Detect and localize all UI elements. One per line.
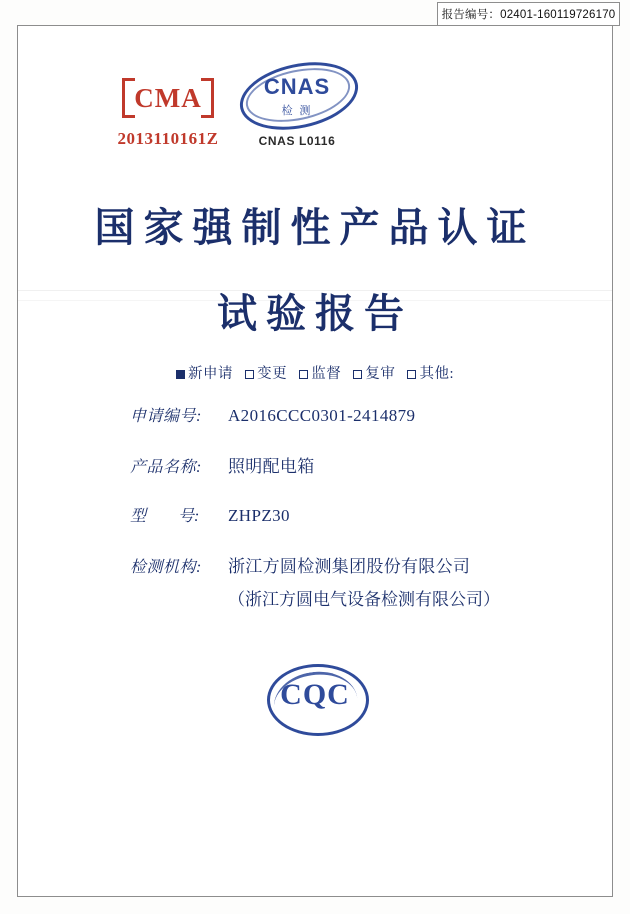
checkbox-icon[interactable] [176, 370, 185, 379]
cnas-subtitle: 检 测 [281, 105, 313, 117]
checkbox-icon[interactable] [245, 370, 254, 379]
checkbox-icon[interactable] [299, 370, 308, 379]
checkbox-option-supervision[interactable] [299, 366, 341, 382]
application-type-options [0, 362, 630, 383]
report-number-text: 报告编号：02401-160119726170 [441, 9, 616, 21]
checkbox-icon[interactable] [407, 370, 416, 379]
field-testing-organization [0, 552, 630, 577]
checkbox-option-review[interactable] [353, 366, 395, 382]
cnas-letters: CNAS [263, 74, 331, 99]
checkbox-label: 新申请 [187, 366, 233, 382]
cma-code: 2013110161Z [117, 129, 219, 148]
document-title-line1: 国家强制性产品认证 [94, 205, 536, 250]
field-testing-organization-secondary: （浙江方圆电气设备检测有限公司） [228, 590, 500, 609]
field-value: 照明配电箱 [228, 457, 315, 476]
certification-marks [0, 58, 630, 168]
cma-letters: CMA [134, 83, 202, 113]
field-value: ZHPZ30 [228, 506, 290, 525]
checkbox-option-other[interactable] [407, 366, 454, 382]
field-list [0, 403, 630, 636]
cnas-logo-icon [233, 60, 361, 132]
field-label: 型 号: [130, 508, 200, 525]
field-model [0, 503, 630, 526]
cqc-logo-icon [259, 662, 371, 732]
checkbox-option-new[interactable] [176, 366, 233, 382]
field-label: 检测机构: [130, 559, 202, 576]
report-number-box [437, 2, 620, 26]
cnas-mark [222, 60, 372, 148]
checkbox-option-change[interactable] [245, 366, 287, 382]
checkbox-label: 复审 [365, 366, 396, 382]
field-application-number [0, 403, 630, 426]
checkbox-icon[interactable] [353, 370, 362, 379]
cma-logo-icon [122, 78, 214, 118]
field-label: 申请编号: [130, 408, 202, 425]
checkbox-label: 其他: [419, 366, 455, 382]
cnas-code: CNAS L0116 [258, 134, 336, 148]
checkbox-label: 监督 [311, 366, 342, 382]
cqc-mark [0, 662, 630, 732]
field-product-name [0, 452, 630, 477]
cqc-letters: CQC [280, 678, 350, 711]
field-value: A2016CCC0301-2414879 [228, 406, 416, 425]
field-value: 浙江方圆检测集团股份有限公司 [228, 557, 471, 576]
document-title-line2: 试验报告 [217, 291, 413, 336]
field-label: 产品名称: [130, 459, 202, 476]
checkbox-label: 变更 [257, 366, 288, 382]
